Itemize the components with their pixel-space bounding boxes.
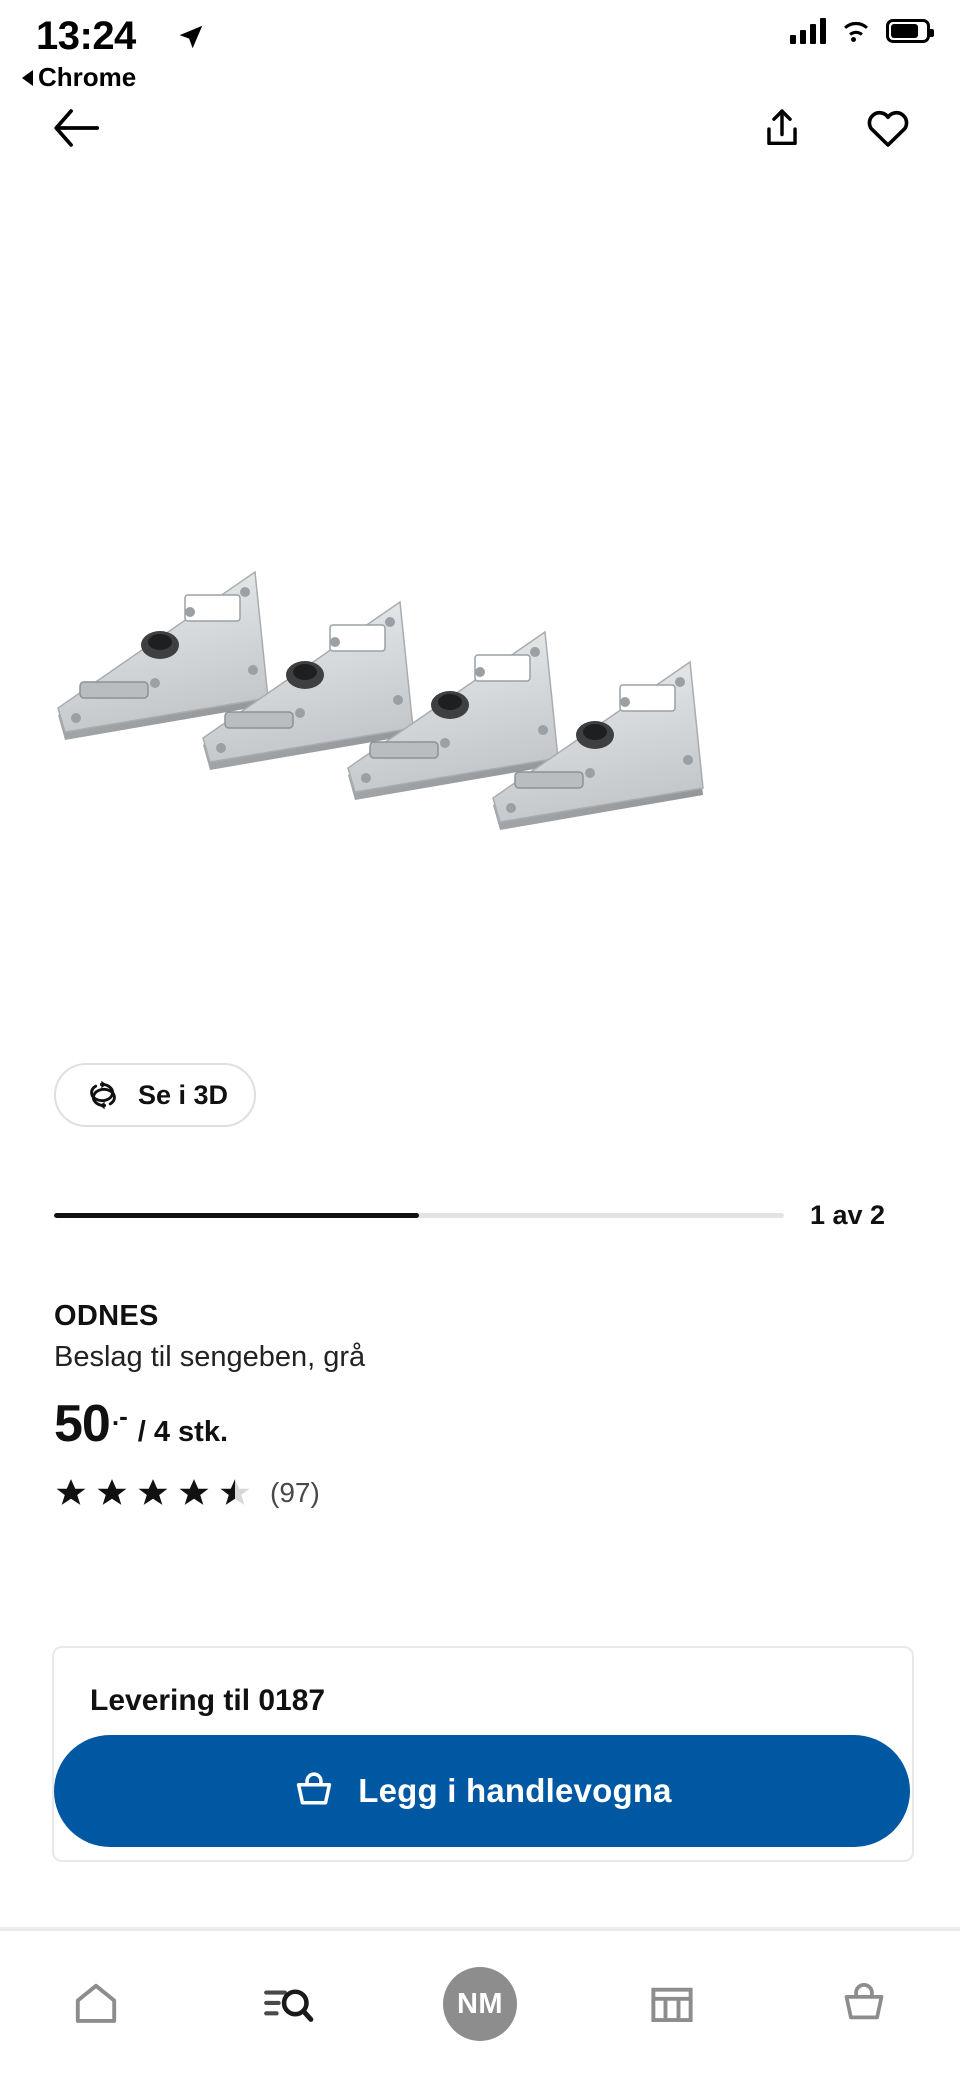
product-photo [0, 170, 960, 960]
cellular-signal-icon [790, 18, 826, 44]
view-3d-button[interactable] [54, 1063, 256, 1127]
wifi-icon [840, 18, 872, 44]
home-icon [70, 1978, 122, 2030]
add-to-cart-button[interactable] [54, 1735, 910, 1847]
product-image[interactable] [0, 170, 960, 960]
favorite-button[interactable] [860, 100, 916, 156]
store-icon [646, 1980, 698, 2028]
product-price-unit: / 4 stk. [137, 1416, 229, 1448]
rotate-3d-icon [82, 1078, 124, 1112]
gallery-progress-track[interactable] [54, 1213, 784, 1218]
add-to-cart-label: Legg i handlevogna [358, 1772, 672, 1809]
view-3d-label: Se i 3D [138, 1079, 229, 1110]
tab-stores[interactable] [576, 1931, 768, 2077]
shopping-bag-icon [839, 1979, 889, 2029]
status-bar [0, 0, 960, 92]
gallery-progress [0, 1195, 960, 1235]
star-half-icon [218, 1476, 252, 1510]
tab-home[interactable] [0, 1931, 192, 2077]
star-icon [136, 1476, 170, 1510]
product-brand: ODNES [54, 1300, 159, 1332]
battery-icon [886, 19, 930, 43]
gallery-counter: 1 av 2 [810, 1199, 886, 1230]
top-navigation [0, 84, 960, 170]
product-price-superscript: .- [111, 1401, 128, 1431]
heart-icon [864, 106, 912, 150]
star-icon [177, 1476, 211, 1510]
top-nav-actions [754, 100, 916, 156]
delivery-title: Levering til 0187 [90, 1684, 326, 1717]
tab-profile[interactable] [384, 1931, 576, 2077]
tab-cart[interactable] [768, 1931, 960, 2077]
star-icon [54, 1476, 88, 1510]
product-description: Beslag til sengeben, grå [54, 1341, 366, 1373]
back-button[interactable] [48, 100, 104, 156]
share-icon [759, 105, 805, 151]
star-icon [95, 1476, 129, 1510]
location-arrow-icon [176, 22, 206, 60]
gallery-progress-fill [54, 1213, 419, 1218]
rating-count: (97) [270, 1477, 320, 1508]
shopping-bag-icon [292, 1769, 336, 1813]
status-time: 13:24 [36, 14, 136, 58]
bottom-tab-bar [0, 1929, 960, 2077]
avatar: NM [443, 1967, 517, 2041]
search-list-icon [261, 1978, 315, 2030]
product-info [54, 1300, 914, 1510]
product-price-row [54, 1394, 914, 1454]
tab-search[interactable] [192, 1931, 384, 2077]
rating-stars [54, 1476, 252, 1510]
arrow-left-icon [52, 107, 100, 149]
product-price: 50 [54, 1395, 110, 1453]
status-indicators [790, 18, 930, 44]
share-button[interactable] [754, 100, 810, 156]
back-to-app-label: Chrome [38, 62, 137, 92]
product-rating[interactable] [54, 1476, 914, 1510]
